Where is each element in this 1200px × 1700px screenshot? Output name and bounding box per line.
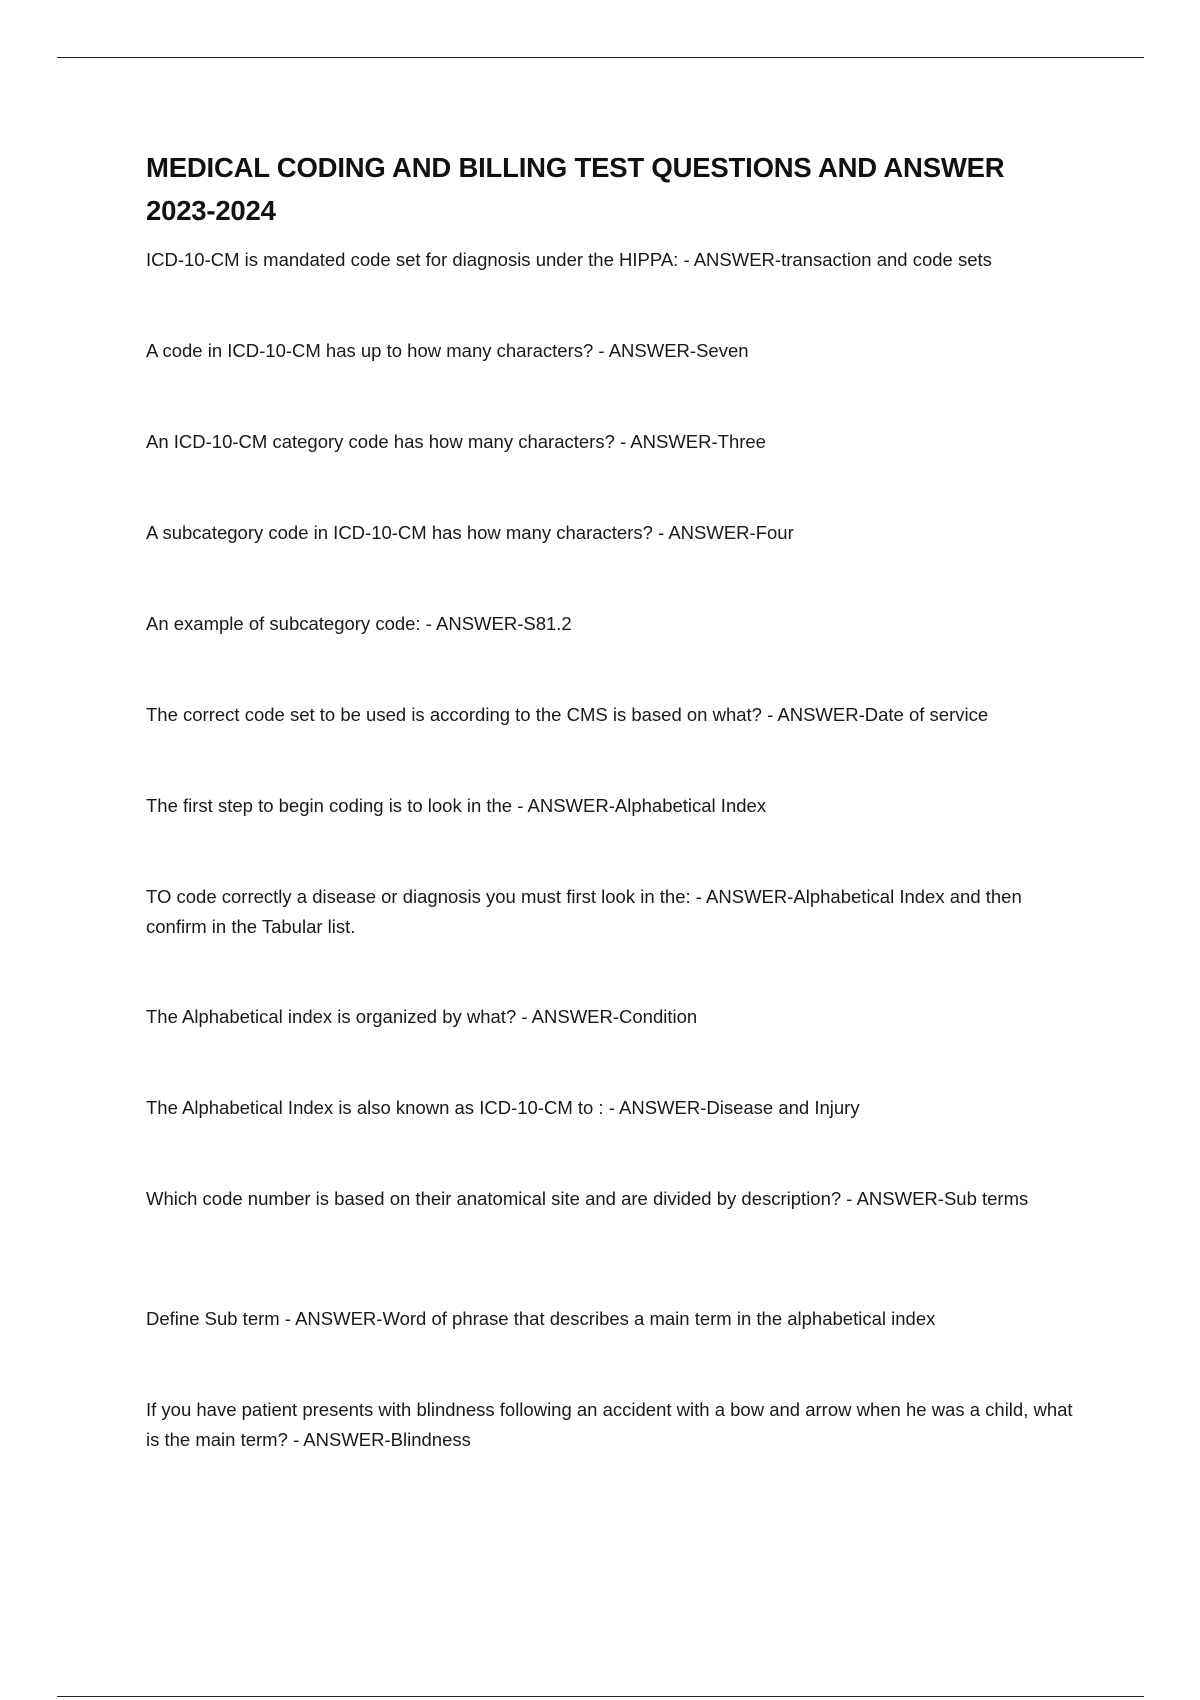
qa-entry-12: Define Sub term - ANSWER-Word of phrase that describes a main term in the alphabetical index bbox=[146, 1308, 936, 1329]
qa-entry-6: The correct code set to be used is according to the CMS is based on what? - ANSWER-Date of service bbox=[146, 704, 989, 725]
document-title: MEDICAL CODING AND BILLING TEST QUESTIONS AND ANSWER 2023-2024 bbox=[146, 152, 1005, 226]
qa-entry-8: TO code correctly a disease or diagnosis you must first look in the: - ANSWER-Alphabetical Index and then confirm in the Tabular list. bbox=[146, 886, 1022, 937]
qa-entry-3: An ICD-10-CM category code has how many characters? - ANSWER-Three bbox=[146, 431, 766, 452]
qa-entry-5: An example of subcategory code: - ANSWER-S81.2 bbox=[146, 613, 572, 634]
qa-entry-2: A code in ICD-10-CM has up to how many characters? - ANSWER-Seven bbox=[146, 340, 749, 361]
qa-entry-10: The Alphabetical Index is also known as ICD-10-CM to : - ANSWER-Disease and Injury bbox=[146, 1097, 860, 1118]
top-divider bbox=[57, 57, 1144, 58]
qa-entry-13: If you have patient presents with blindness following an accident with a bow and arrow when he was a child, what is the main term? - ANSWER-Blindness bbox=[146, 1399, 1073, 1450]
qa-entry-9: The Alphabetical index is organized by what? - ANSWER-Condition bbox=[146, 1006, 698, 1027]
qa-entry-7: The first step to begin coding is to look in the - ANSWER-Alphabetical Index bbox=[146, 795, 767, 816]
bottom-divider bbox=[57, 1696, 1144, 1697]
qa-entry-11: Which code number is based on their anatomical site and are divided by description? - ANSWER-Sub terms bbox=[146, 1188, 1029, 1209]
qa-entry-1: ICD-10-CM is mandated code set for diagnosis under the HIPPA: - ANSWER-transaction and code sets bbox=[146, 249, 992, 270]
qa-entry-4: A subcategory code in ICD-10-CM has how many characters? - ANSWER-Four bbox=[146, 522, 794, 543]
